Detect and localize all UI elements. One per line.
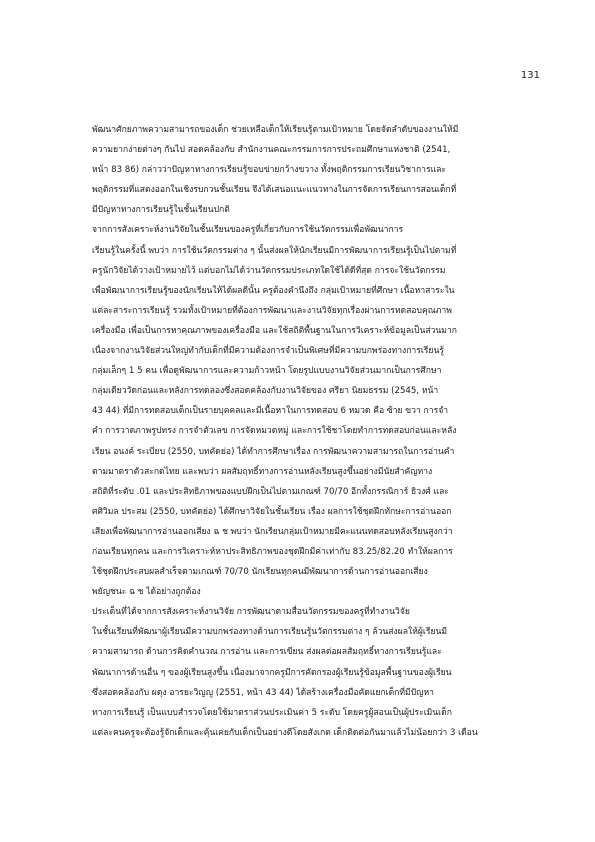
text-line: พฤติกรรมที่แสดงออกในเชิงรบกวนชั้นเรียน จึงได้เสนอแนะแนวทางในการจัดการเรียนการสอนเด็กที่ [92, 185, 457, 196]
text-line: แต่ละคนครูจะต้องรู้จักเด็กและคุ้นเคยกับเด็กเป็นอย่างดีโดยสังเกต เด็กติดต่อกันมาแล้วไม่น้อยกว่า 3 เดือน [92, 727, 478, 738]
text-line: สถิติที่ระดับ .01 และประสิทธิภาพของแบบฝึกเป็นไปตามเกณฑ์ 70/70 อีกทั้งกรรณิการ์ ธิวงศ์ และ [92, 486, 449, 497]
text-line: กลุ่มเดียววัดก่อนและหลังการทดลองซึ่งสอดคล้องกับงานวิจัยของ ศรียา นิยมธรรม (2545, หน้า [92, 386, 439, 397]
text-line: ก่อนเรียนทุกคน และการวิเคราะห์หาประสิทธิภาพของชุดฝึกมีค่าเท่ากับ 83.25/82.20 ทำให้ผลการ [92, 546, 453, 557]
text-line: ซึ่งสอดคล้องกับ ผดุง อารยะวิญญู (2551, หน้า 43 44) ได้สร้างเครื่องมือคัดแยกเด็กที่มีปัญหา [92, 687, 434, 698]
text-line: เครื่องมือ เพื่อเป็นการหาคุณภาพของเครื่องมือ และใช้สถิติพื้นฐานในการวิเคราะห์ข้อมูลเป็นส่วนมาก [92, 325, 457, 336]
text-line: พัฒนาศักยภาพความสามารถของเด็ก ช่วยเหลือเด็กให้เรียนรู้ตามเป้าหมาย โดยจัดลำดับของงานให้มี [92, 125, 459, 135]
paragraph-start-line: ประเด็นที่ได้จากการสังเคราะห์งานวิจัย การพัฒนาตามสื่อนวัตกรรมของครูที่ทำงานวิจัย [92, 607, 410, 618]
text-line: ศศิวิมล ประสม (2550, บทคัดย่อ) ได้ศึกษาวิจัยในชั้นเรียน เรื่อง ผลการใช้ชุดฝึกทักษะการอ่านออก [92, 506, 452, 517]
text-line: เรียน อนงค์ ระเบียบ (2550, บทคัดย่อ) ได้ทำการศึกษาเรื่อง การพัฒนาความสามารถในการอ่านคำ [92, 446, 455, 457]
text-line: กลุ่มเล็กๆ 1 5 คน เพื่อดูพัฒนาการและความก้าวหน้า โดยรูปแบบงานวิจัยส่วนมากเป็นการศึกษา [92, 366, 442, 377]
text-line: คำ การวาดภาพรูปทรง การจำตัวเลข การจัดหมวดหมู่ และการใช้ชาโดยทำการทดสอบก่อนและหลัง [92, 426, 457, 437]
text-line: เรียนรู้ในครั้งนี้ พบว่า การใช้นวัตกรรมต่าง ๆ นั้นส่งผลให้นักเรียนมีการพัฒนาการเรียนรู้เป็นไปตามที่ [92, 245, 457, 256]
text-line: เพื่อพัฒนาการเรียนรู้ของนักเรียนให้ได้ผลดีนั้น ครูต้องคำนึงถึง กลุ่มเป้าหมายที่ศึกษา เนื้อหาสาระใน [92, 285, 455, 296]
text-line: พัฒนาการด้านอื่น ๆ ของผู้เรียนสูงขึ้น เนื่องมาจากครูมีการคัดกรองผู้เรียนรู้ข้อมูลพื้นฐานของผู้เรียน [92, 667, 452, 678]
text-line: ทางการเรียนรู้ เป็นแบบสำรวจโดยใช้มาตราส่วนประเมินค่า 5 ระดับ โดยครูผู้สอนเป็นผู้ประเมินเด็ก [92, 707, 452, 718]
text-line: 43 44) ที่มีการทดสอบเด็กเป็นรายบุคคลและมีเนื้อหาในการทดสอบ 6 หมวด คือ ซ้าย ขวา การจำ [92, 406, 449, 417]
text-line: แต่ละสาระการเรียนรู้ รวมทั้งเป้าหมายที่ต้องการพัฒนาและงานวิจัยทุกเรื่องผ่านการทดสอบคุณภาพ [92, 305, 452, 316]
text-line: ครูนักวิจัยได้วางเป้าหมายไว้ แต่บอกไม่ได้ว่านวัตกรรมประเภทใดใช้ได้ดีที่สุด การจะใช้นวัตกรรม [92, 265, 446, 276]
page-number: 131 [520, 70, 540, 81]
text-line: พยัญชนะ ฉ ช ได้อย่างถูกต้อง [92, 587, 201, 598]
paragraph-start-line: จากการสังเคราะห์งานวิจัยในชั้นเรียนของครูที่เกี่ยวกับการใช้นวัตกรรมเพื่อพัฒนาการ [92, 225, 404, 236]
text-line: ตามมาตราตัวสะกดไทย และพบว่า ผลสัมฤทธิ์ทางการอ่านหลังเรียนสูงขึ้นอย่างมีนัยสำคัญทาง [92, 466, 433, 477]
text-line: ในชั้นเรียนที่พัฒนาผู้เรียนมีความบกพร่องทางด้านการเรียนรู้นวัตกรรมต่าง ๆ ล้วนส่งผลให้ผู้เรียนมี [92, 627, 448, 638]
text-line: ความยากง่ายต่างๆ กันไป สอดคล้องกับ สำนักงานคณะกรรมการการประถมศึกษาแห่งชาติ (2541, [92, 145, 451, 156]
text-line: ใช้ชุดฝึกประสบผลสำเร็จตามเกณฑ์ 70/70 นักเรียนทุกคนมีพัฒนาการด้านการอ่านออกเสียง [92, 567, 428, 578]
text-line: หน้า 83 86) กล่าวว่าปัญหาทางการเรียนรู้ขอบข่ายกว้างขวาง ทั้งพฤติกรรมการเรียนวิชาการและ [92, 165, 447, 176]
text-line: เสียงเพื่อพัฒนาการอ่านออกเสียง ฉ ช พบว่า นักเรียนกลุ่มเป้าหมายมีคะแนนทดสอบหลังเรียนสูงกว่า [92, 526, 453, 537]
body-text [92, 120, 530, 743]
text-line: มีปัญหาทางการเรียนรู้ในชั้นเรียนปกติ [92, 205, 230, 216]
text-line: ความสามารถ ด้านการคิดคำนวณ การอ่าน และการเขียน ส่งผลต่อผลสัมฤทธิ์ทางการเรียนรู้และ [92, 647, 442, 658]
text-line: เนื่องจากงานวิจัยส่วนใหญ่ทำกับเด็กที่มีความต้องการจำเป็นพิเศษที่มีความบกพร่องทางการเรียนรู้ [92, 346, 444, 357]
